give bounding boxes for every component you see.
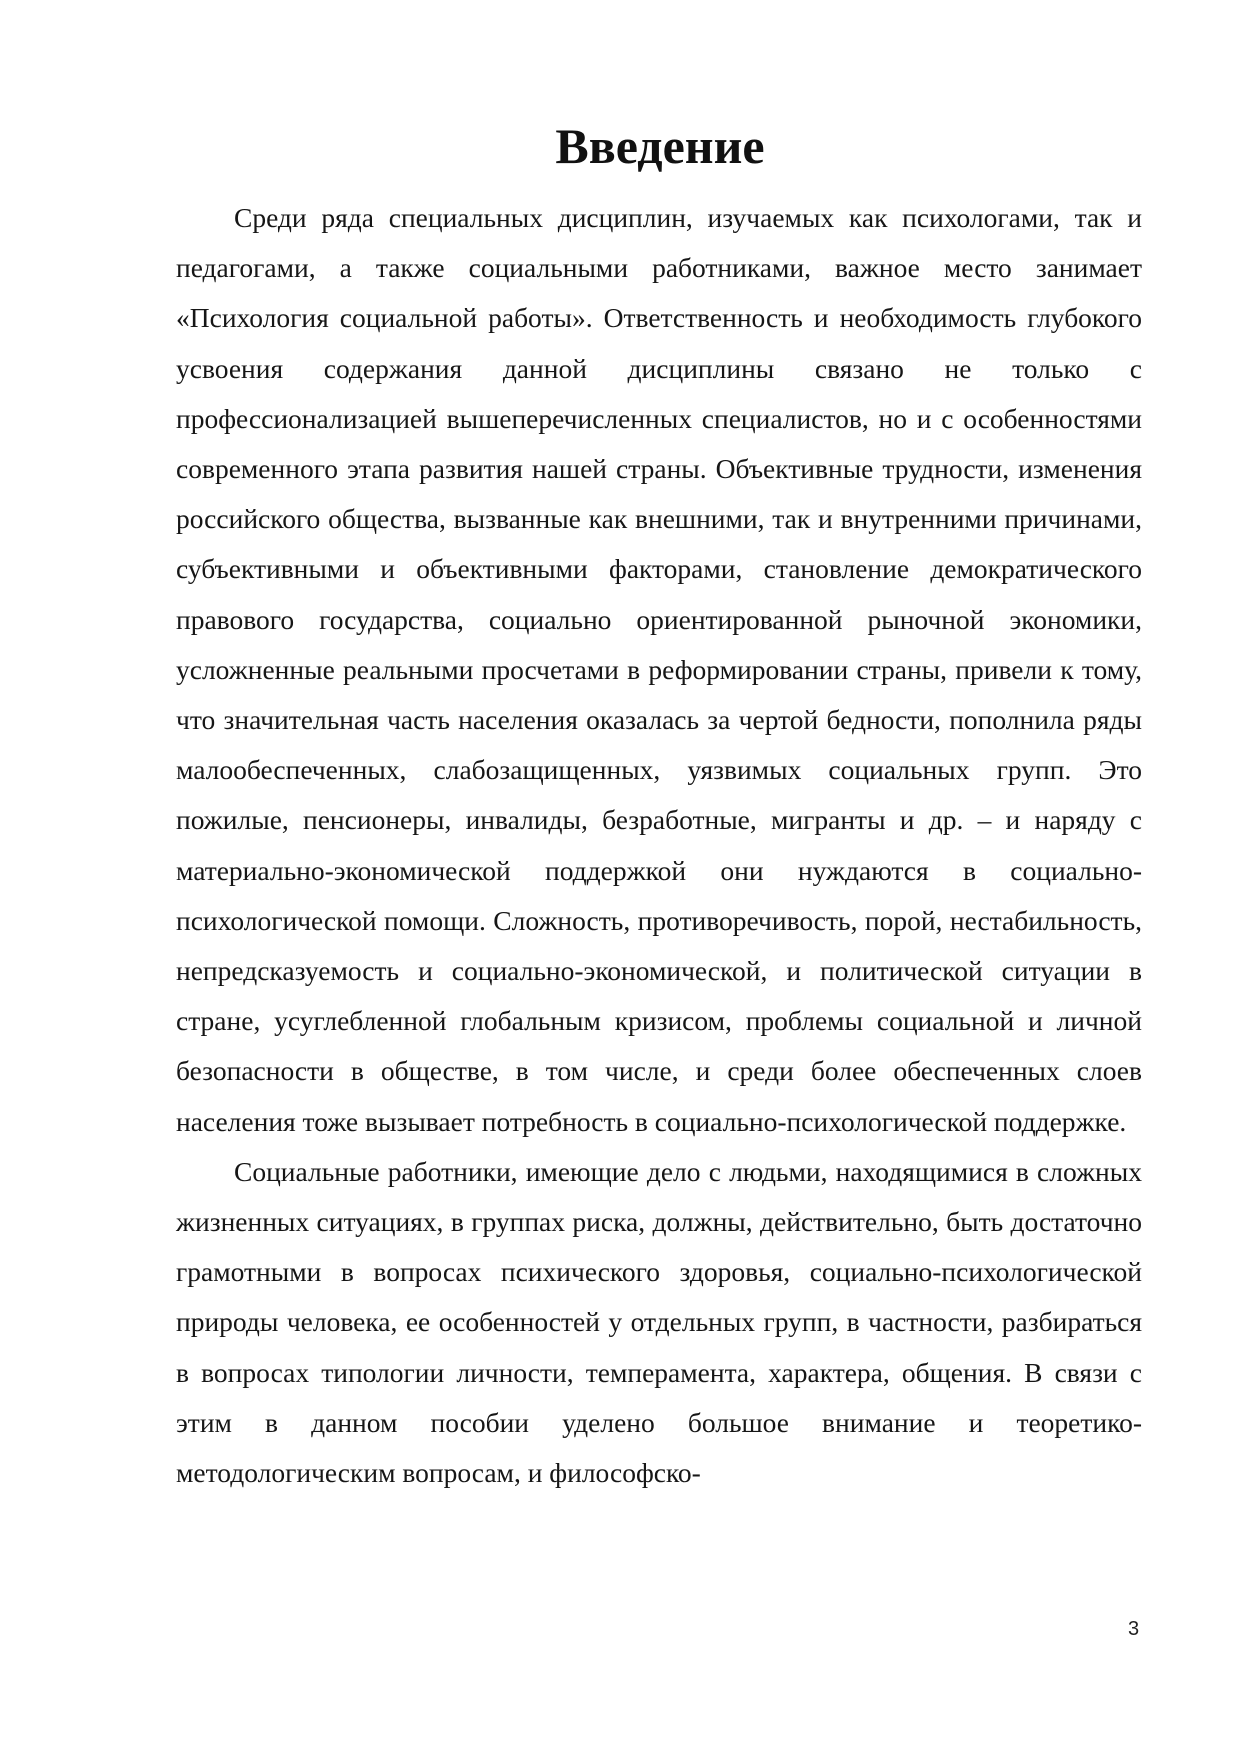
body-text (176, 193, 1142, 1498)
page-number: 3 (1128, 1618, 1140, 1640)
page-title: Введение (555, 118, 765, 174)
paragraph-2: Социальные работники, имеющие дело с людьми, находящимися в сложных жизненных ситуациях, в группах риска, должны, действительно, быть достаточно грамотными в вопросах психического здоровья, социально-психологической природы человека, ее особенностей у отдельных групп, в частности, разбираться в вопросах типологии личности, темперамента, характера, общения. В связи с этим в данном пособии уделено большое внимание и теоретико-методологическим вопросам, и философско- (176, 1155, 1142, 1489)
paragraph-1: Среди ряда специальных дисциплин, изучаемых как психологами, так и педагогами, а также социальными работниками, важное место занимает «Психология социальной работы». Ответственность и необходимость глубокого усвоения содержания данной дисциплины связано не только с профессионализацией вышеперечисленных специалистов, но и с особенностями современного этапа развития нашей страны. Объективные трудности, изменения российского общества, вызванные как внешними, так и внутренними причинами, субъективными и объективными факторами, становление демократического правового государства, социально ориентированной рыночной экономики, усложненные реальными просчетами в реформировании страны, привели к тому, что значительная часть населения оказалась за чертой бедности, пополнила ряды малообеспеченных, слабозащищенных, уязвимых социальных групп. Это пожилые, пенсионеры, инвалиды, безработные, мигранты и др. – и наряду с материально-экономической поддержкой они нуждаются в социально- психологической помощи. Сложность, противоречивость, порой, нестабильность, непредсказуемость и социально-экономической, и политической ситуации в стране, усуглебленной глобальным кризисом, проблемы социальной и личной безопасности в обществе, в том числе, и среди более обеспеченных слоев населения тоже вызывает потребность в социально-психологической поддержке. (176, 202, 1142, 1137)
